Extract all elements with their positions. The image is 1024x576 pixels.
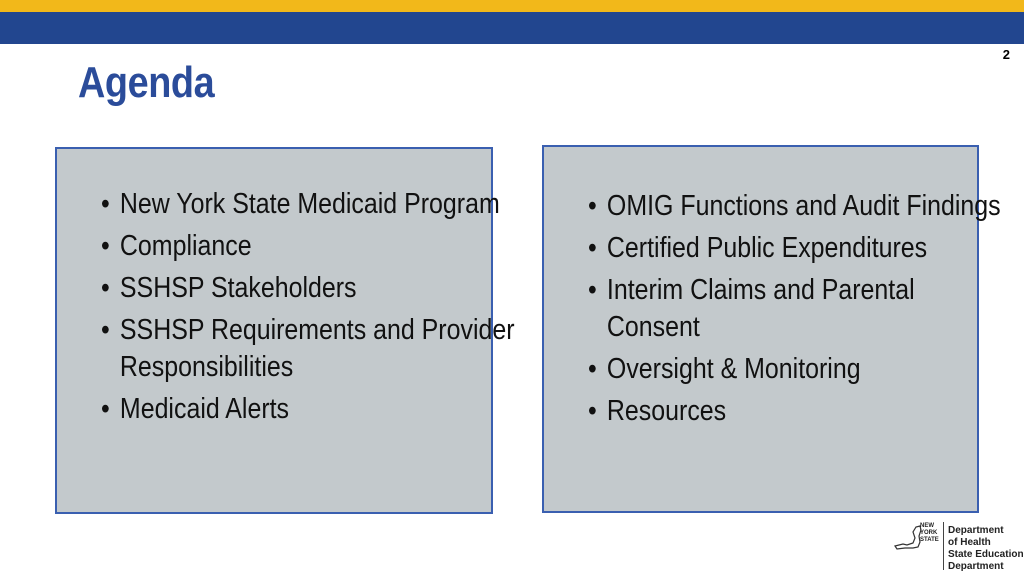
top-blue-bar <box>0 12 1024 44</box>
slide-title: Agenda <box>78 58 215 107</box>
dept-line-2: of Health <box>948 537 991 548</box>
list-item: • Oversight & Monitoring <box>588 351 1011 388</box>
list-item: • SSHSP Requirements and Provider Responsibilities <box>101 312 524 386</box>
list-item: • OMIG Functions and Audit Findings <box>588 188 1011 225</box>
logo-divider <box>943 522 944 570</box>
new-york-state-map-icon <box>893 524 923 550</box>
nys-logo <box>893 520 1024 572</box>
agenda-list-right <box>588 188 1008 435</box>
list-item: • Certified Public Expenditures <box>588 230 1011 267</box>
list-item: • Compliance <box>101 228 524 265</box>
agenda-box-left <box>55 147 515 514</box>
dept-line-4: Department <box>948 561 1004 572</box>
nys-wordmark <box>920 523 940 544</box>
nys-line-3: STATE <box>920 537 939 543</box>
nys-line-1: NEW <box>920 523 934 529</box>
page-number: 2 <box>1002 47 1010 62</box>
dept-line-3: State Education <box>948 549 1024 560</box>
agenda-box-right <box>542 145 1001 513</box>
top-gold-bar <box>0 0 1024 12</box>
department-names <box>948 525 1024 573</box>
list-item: • New York State Medicaid Program <box>101 186 524 223</box>
list-item: • Medicaid Alerts <box>101 391 524 428</box>
nys-line-2: YORK <box>920 530 938 536</box>
dept-line-1: Department <box>948 525 1004 536</box>
agenda-list-left <box>101 186 521 433</box>
list-item: • SSHSP Stakeholders <box>101 270 524 307</box>
list-item: • Interim Claims and Parental Consent <box>588 272 1011 346</box>
list-item: • Resources <box>588 393 1011 430</box>
